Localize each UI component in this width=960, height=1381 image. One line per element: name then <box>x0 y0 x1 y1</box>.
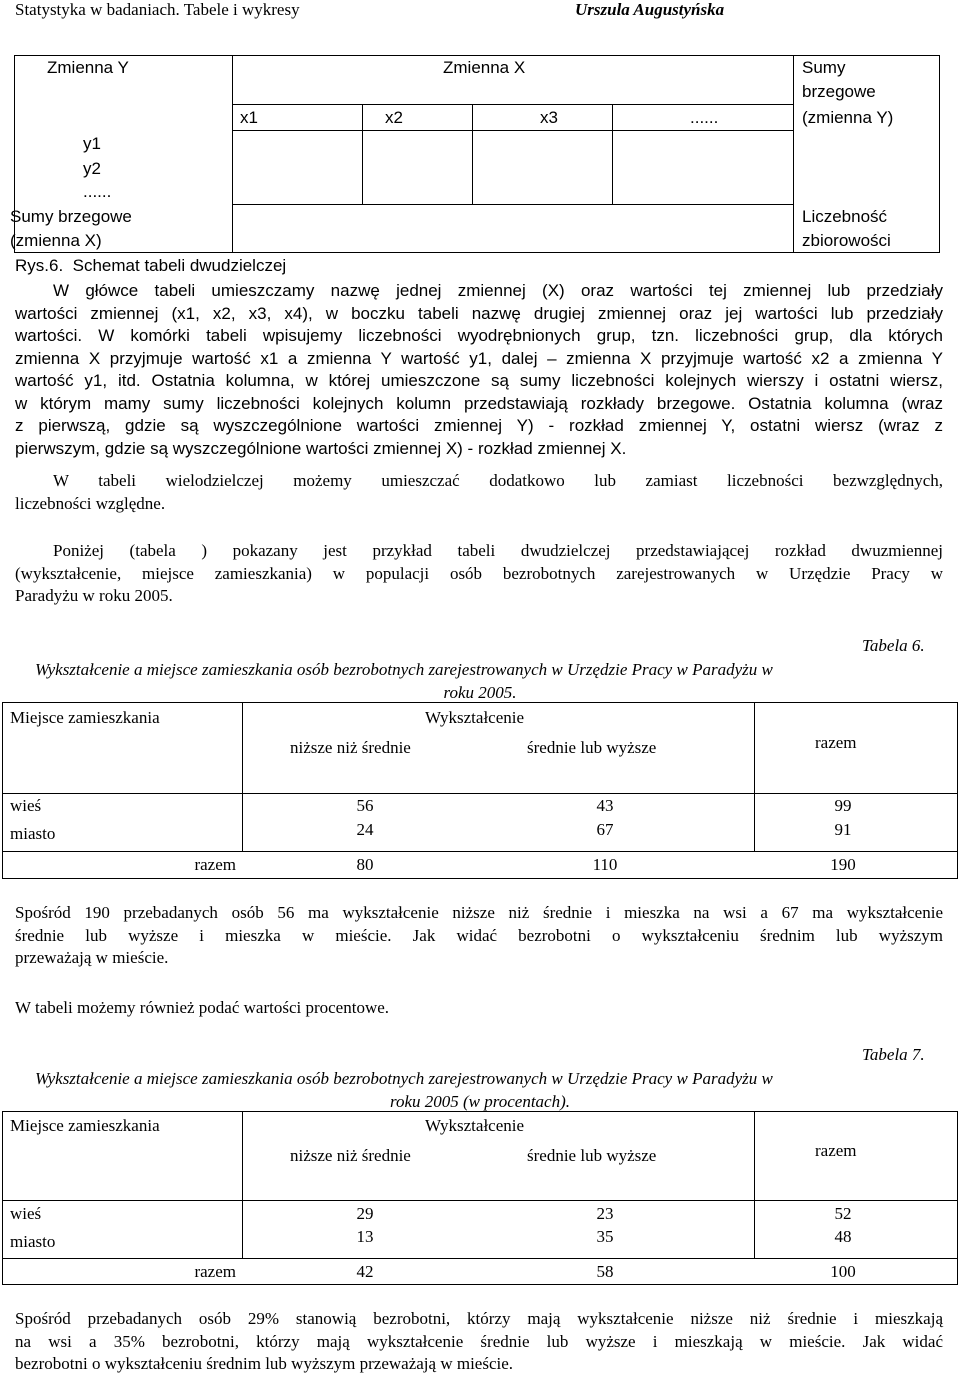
table-border <box>242 702 243 852</box>
total-row-label: razem <box>194 855 236 874</box>
text-line: wartości zmiennej (x1, x2, x3, x4), w boczku tabeli nazwę drugiej zmiennej oraz jej wartości lub przedziały <box>15 303 943 323</box>
text-line: wartości. W komórki tabeli wpisujemy liczebności wyodrębnionych grup, tzn. liczebności grup, dla których <box>15 326 943 345</box>
row-label: wieś <box>10 1204 42 1223</box>
schema-divider <box>232 130 794 131</box>
text-line: przeważają w mieście. <box>15 948 169 967</box>
cell-value: 52 <box>834 1204 852 1223</box>
schema-bottom-label: (zmienna X) <box>10 231 102 250</box>
cell-value: 48 <box>834 1227 852 1246</box>
cell-value: 100 <box>830 1262 856 1281</box>
table-border <box>957 702 958 879</box>
running-header-left: Statystyka w badaniach. Tabele i wykresy <box>15 0 300 19</box>
schema-divider <box>612 104 613 204</box>
schema-col-header: x3 <box>540 108 558 127</box>
text-line: w którym mamy sumy liczebności kolejnych kolumn przedstawiają rozkłady brzegowe. Ostatnia kolumna (wraz <box>15 393 943 413</box>
table-label: Tabela 6. <box>862 636 925 655</box>
paragraph-3 <box>15 540 943 608</box>
table-border <box>2 1111 3 1285</box>
paragraph-5: W tabeli możemy również podać wartości procentowe. <box>15 998 390 1017</box>
text-line: W tabeli wielodzielczej możemy umieszczać dodatkowo lub zamiast liczebności bezwzględnych, <box>53 471 943 490</box>
cell-value: 23 <box>596 1204 614 1223</box>
schema-right-border <box>939 55 940 253</box>
cell-value: 110 <box>592 855 618 874</box>
col-header-total: razem <box>815 733 857 752</box>
figure-number: Rys.6. <box>15 256 64 275</box>
cell-value: 91 <box>834 820 852 839</box>
text-line: zmienna X przyjmuje wartość x1 a zmienna Y wartość y1, dalej – zmienna X przyjmuje wartość x2 a zmienna Y <box>15 348 943 368</box>
text-line: Spośród 190 przebadanych osób 56 ma wykształcenie niższe niż średnie i mieszka na wsi a 67 ma wykształcenie <box>15 903 943 922</box>
table-title: roku 2005 (w procentach). <box>389 1092 571 1111</box>
cell-value: 42 <box>356 1262 374 1281</box>
table-title: roku 2005. <box>443 683 517 702</box>
table-border <box>2 1258 958 1259</box>
figure-caption <box>15 256 286 276</box>
schema-row-header: y1 <box>83 134 101 153</box>
table-border <box>957 1111 958 1285</box>
table-border <box>2 702 958 703</box>
table-border <box>754 1111 755 1259</box>
table-border <box>2 1200 958 1201</box>
schema-col-header: x1 <box>240 108 258 127</box>
col-header-place: Miejsce zamieszkania <box>10 1116 160 1135</box>
text-line: Poniżej (tabela ) pokazany jest przykład tabeli dwudzielczej przedstawiającej rozkład dwuzmiennej <box>53 541 943 560</box>
schema-divider <box>232 55 233 253</box>
table-border <box>2 702 3 879</box>
schema-divider <box>472 104 473 204</box>
cell-value: 29 <box>356 1204 374 1223</box>
cell-value: 58 <box>596 1262 614 1281</box>
schema-bottom-border <box>14 252 940 253</box>
paragraph-4 <box>15 902 943 970</box>
cell-value: 24 <box>356 820 374 839</box>
text-line: na wsi a 35% bezrobotni, którzy mają wykształcenie średnie lub wyższe i mieszkają w mieście. Jak widać <box>15 1331 943 1351</box>
paragraph-6 <box>15 1308 943 1376</box>
cell-value: 190 <box>830 855 856 874</box>
figure-title: Schemat tabeli dwudzielczej <box>72 256 287 275</box>
text-line: liczebności względne. <box>15 493 166 513</box>
text-line: z pierwszą, gdzie są wyszczególnione wartości zmiennej Y) - rozkład zmiennej Y, ostatni wiersz (wraz z <box>15 416 943 435</box>
table-border <box>2 1284 958 1285</box>
text-line: (wykształcenie, miejsce zamieszkania) w populacji osób bezrobotnych zarejestrowanych w Urzędzie Pracy w <box>15 563 943 583</box>
table-border <box>2 878 958 879</box>
table-label: Tabela 7. <box>862 1045 925 1064</box>
schema-zmienna-y: Zmienna Y <box>47 58 129 77</box>
col-header-education: Wykształcenie <box>425 708 525 727</box>
schema-liczebnosc: Liczebność <box>802 207 888 226</box>
col-header-low: niższe niż średnie <box>290 738 411 757</box>
cell-value: 43 <box>596 796 614 815</box>
schema-zmienna-x: Zmienna X <box>443 58 526 77</box>
total-row-label: razem <box>194 1262 236 1281</box>
schema-sumy-label: Sumy <box>802 58 846 77</box>
col-header-low: niższe niż średnie <box>290 1146 411 1165</box>
text-line: W główce tabeli umieszczamy nazwę jednej zmiennej (X) oraz wartości tej zmiennej lub przedziały <box>53 281 943 300</box>
table-border <box>2 793 958 794</box>
col-header-place: Miejsce zamieszkania <box>10 708 160 727</box>
schema-row-header: ...... <box>83 182 112 201</box>
paragraph-1 <box>15 280 943 460</box>
table-border <box>754 702 755 852</box>
col-header-total: razem <box>815 1141 857 1160</box>
cell-value: 56 <box>356 796 374 815</box>
schema-liczebnosc: zbiorowości <box>802 231 891 250</box>
table-border <box>2 1111 958 1112</box>
text-line: Spośród przebadanych osób 29% stanowią bezrobotni, którzy mają wykształcenie niższe niż średnie i mieszkają <box>15 1309 943 1328</box>
schema-sumy-label: (zmienna Y) <box>802 108 894 127</box>
schema-divider <box>232 104 794 105</box>
table-border <box>242 1111 243 1259</box>
table-title: Wykształcenie a miejsce zamieszkania osób bezrobotnych zarejestrowanych w Urzędzie Pracy w Paradyżu w <box>35 1069 773 1088</box>
text-line: bezrobotni o wykształceniu średnim lub wyższym przeważają w mieście. <box>15 1354 514 1373</box>
table-title: Wykształcenie a miejsce zamieszkania osób bezrobotnych zarejestrowanych w Urzędzie Pracy w Paradyżu w <box>35 660 773 679</box>
row-label: miasto <box>10 824 56 843</box>
col-header-high: średnie lub wyższe <box>527 738 657 757</box>
text-line: średnie lub wyższe i mieszka w mieście. Jak widać bezrobotni o wykształceniu średnim lub wyższym <box>15 925 943 945</box>
text-line: pierwszym, gdzie są wyszczególnione wartości zmiennej X) - rozkład zmiennej X. <box>15 438 627 458</box>
running-header-author: Urszula Augustyńska <box>575 0 725 19</box>
col-header-high: średnie lub wyższe <box>527 1146 657 1165</box>
schema-divider <box>362 104 363 204</box>
row-label: wieś <box>10 796 42 815</box>
cell-value: 67 <box>596 820 614 839</box>
schema-bottom-label: Sumy brzegowe <box>10 207 132 226</box>
col-header-education: Wykształcenie <box>425 1116 525 1135</box>
cell-value: 99 <box>834 796 852 815</box>
table-border <box>2 851 958 852</box>
cell-value: 80 <box>356 855 374 874</box>
schema-divider <box>793 55 794 253</box>
paragraph-2 <box>15 470 943 515</box>
cell-value: 35 <box>596 1227 614 1246</box>
schema-row-header: y2 <box>83 159 101 178</box>
schema-sumy-label: brzegowe <box>802 82 876 101</box>
cell-value: 13 <box>356 1227 374 1246</box>
schema-col-header: ...... <box>690 108 719 127</box>
text-line: wartość y1, itd. Ostatnia kolumna, w której umieszczone są sumy liczebności kolejnych wierszy i ostatni wiersz, <box>15 371 943 390</box>
schema-divider <box>232 204 794 205</box>
schema-col-header: x2 <box>385 108 403 127</box>
schema-top-border <box>14 55 940 56</box>
row-label: miasto <box>10 1232 56 1251</box>
text-line: Paradyżu w roku 2005. <box>15 586 173 605</box>
